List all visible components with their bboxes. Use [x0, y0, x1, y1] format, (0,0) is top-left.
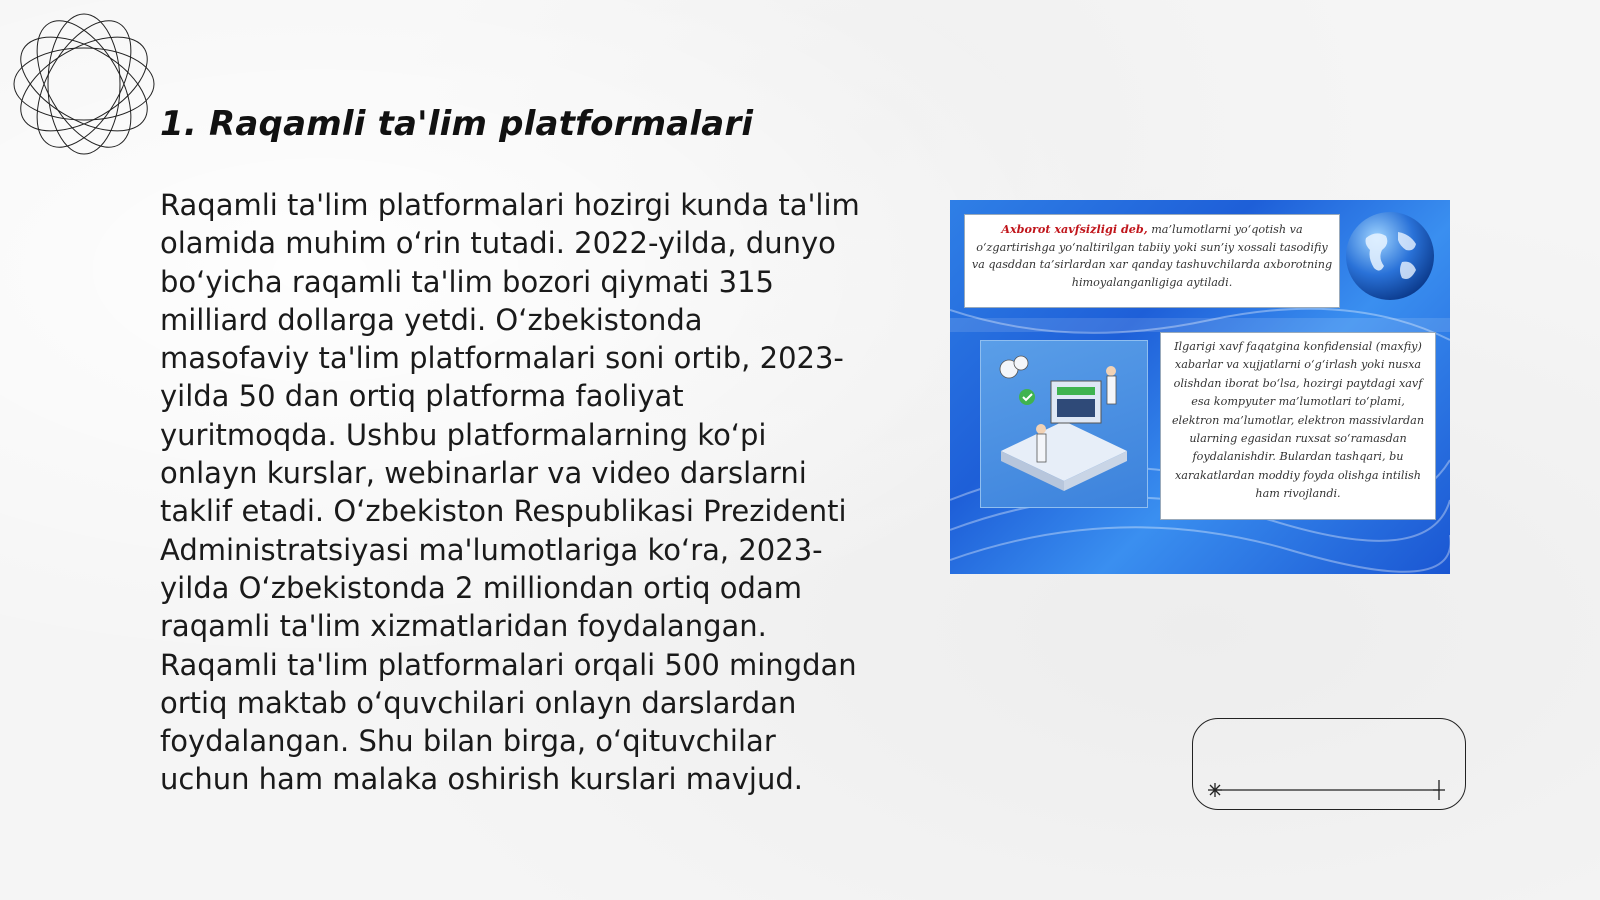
risk-description-box: Ilgarigi xavf faqatgina konfidensial (maxfiy) xabarlar va xujjatlarni o‘g‘irlash yoki nusxa olishdan iborat bo‘lsa, hozirgi paytdagi xavf esa kompyuter ma’lumotlari to‘plami, elektron ma’lumotlar, elektron massivlardan ularning egasidan ruxsat so‘ramasdan foydalanishdir. Bulardan tashqari, bu xarakatlardan moddiy foyda olishga intilish ham rivojlandi.	[1160, 332, 1436, 520]
navigation-track	[1193, 719, 1467, 811]
security-scene-icon	[981, 341, 1147, 507]
slide-title: 1. Raqamli ta'lim platformalari	[160, 104, 754, 144]
crosshair-icon[interactable]	[1433, 780, 1445, 800]
slide-navigation-control[interactable]	[1192, 718, 1466, 810]
information-security-infographic	[950, 200, 1450, 574]
globe-icon	[1344, 210, 1436, 302]
definition-text: ma’lumotlarni yo‘qotish va o‘zgartirishga yo‘naltirilgan tabiiy yoki sun’iy xossali tasodifiy va qasddan ta’sirlardan xar qanday tashuvchilarda axborotning himoyalanganligiga aytiladi.	[971, 223, 1333, 289]
sparkle-icon[interactable]	[1208, 783, 1222, 797]
definition-box	[964, 214, 1340, 308]
body-paragraph: Raqamli ta'lim platformalari hozirgi kunda ta'lim olamida muhim o‘rin tutadi. 2022-yilda, dunyo bo‘yicha raqamli ta'lim bozori qiymati 315 milliard dollarga yetdi. O‘zbekistonda masofaviy ta'lim platformalari soni ortib, 2023-yilda 50 dan ortiq platforma faoliyat yuritmoqda. Ushbu platformalarning ko‘pi onlayn kurslar, webinarlar va video darslarni taklif etadi. O‘zbekiston Respublikasi Prezidenti Administratsiyasi ma'lumotlariga ko‘ra, 2023-yilda O‘zbekistonda 2 milliondan ortiq odam raqamli ta'lim xizmatlaridan foydalangan. Raqamli ta'lim platformalari orqali 500 mingdan ortiq maktab o‘quvchilari onlayn darslardan foydalangan. Shu bilan birga, o‘qituvchilar uchun ham malaka oshirish kurslari mavjud.	[160, 188, 860, 797]
security-illustration	[980, 340, 1148, 508]
definition-term: Axborot xavfsizligi deb,	[1001, 222, 1148, 236]
orbit-circles-icon	[10, 10, 158, 158]
